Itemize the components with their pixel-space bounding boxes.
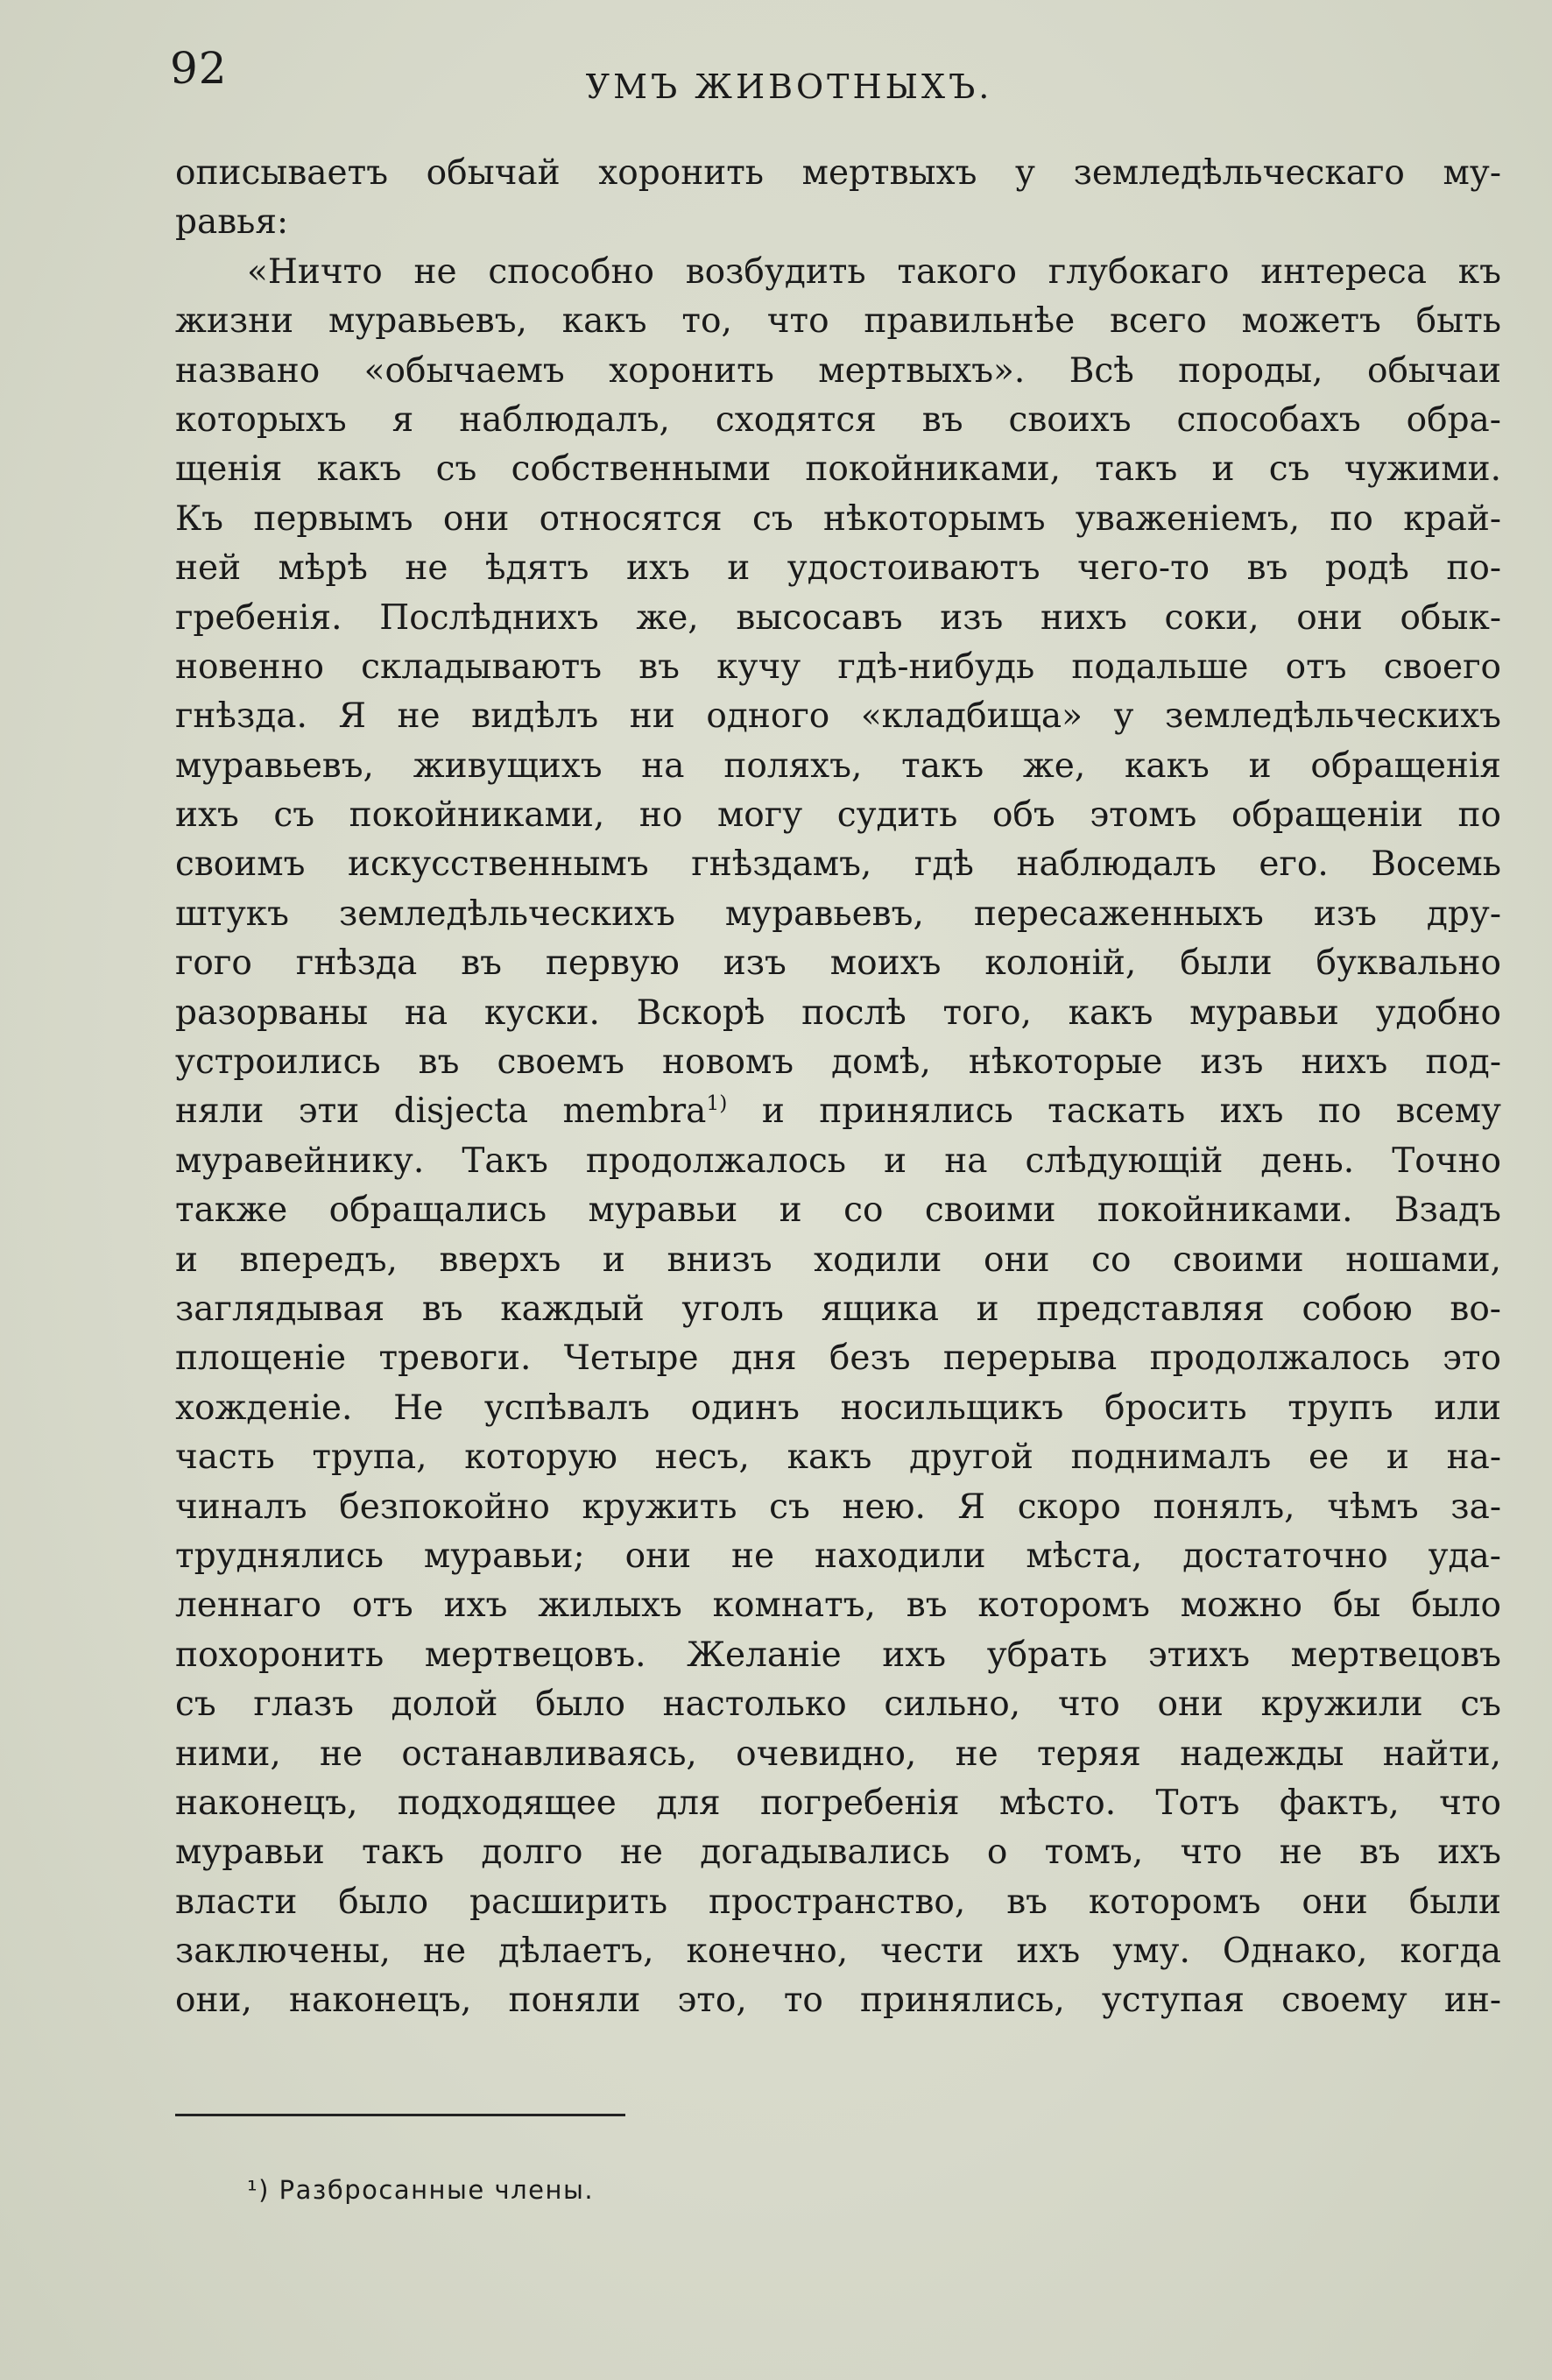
text-line: равья: xyxy=(175,202,289,243)
text-line: чиналъ безпокойно кружить съ нею. Я скоро понялъ, чѣмъ за- xyxy=(175,1487,1501,1527)
text-line: муравейнику. Такъ продолжалось и на слѣдующій день. Точно xyxy=(175,1141,1501,1181)
text-line: леннаго отъ ихъ жилыхъ комнатъ, въ которомъ можно бы было xyxy=(175,1585,1501,1626)
text-line: также обращались муравьи и со своими покойниками. Взадъ xyxy=(175,1190,1501,1231)
text-line: съ глазъ долой было настолько сильно, что они кружили съ xyxy=(175,1684,1501,1725)
text-line: труднялись муравьи; они не находили мѣста, достаточно уда- xyxy=(175,1536,1501,1576)
text-line: щенія какъ съ собственными покойниками, такъ и съ чужими. xyxy=(175,449,1501,490)
text-line: ихъ съ покойниками, но могу судить объ этомъ обращеніи по xyxy=(175,795,1501,836)
footnote-text: Разбросанные члены. xyxy=(279,2175,595,2205)
text-line: жизни муравьевъ, какъ то, что правильнѣе всего можетъ быть xyxy=(175,301,1501,342)
text-line: которыхъ я наблюдалъ, сходятся въ своихъ способахъ обра- xyxy=(175,399,1501,440)
text-line: муравьевъ, живущихъ на поляхъ, такъ же, какъ и обращенія xyxy=(175,745,1501,786)
text-line: гого гнѣзда въ первую изъ моихъ колоній, были буквально xyxy=(175,943,1501,984)
text-line: «Ничто не способно возбудить такого глубокаго интереса къ xyxy=(247,251,1501,292)
text-line: ними, не останавливаясь, очевидно, не теряя надежды найти, xyxy=(175,1734,1501,1774)
text-line: описываетъ обычай хоронить мертвыхъ у земледѣльческаго му- xyxy=(175,153,1501,193)
text-line: и впередъ, вверхъ и внизъ ходили они со своими ношами, xyxy=(175,1239,1501,1280)
text-line: ней мѣрѣ не ѣдятъ ихъ и удостоиваютъ чего-то въ родѣ по- xyxy=(175,548,1501,589)
text-line: Къ первымъ они относятся съ нѣкоторымъ уваженіемъ, по край- xyxy=(175,498,1501,539)
text-line: разорваны на куски. Вскорѣ послѣ того, какъ муравьи удобно xyxy=(175,992,1501,1033)
text-line: гребенія. Послѣднихъ же, высосавъ изъ нихъ соки, они обык- xyxy=(175,597,1501,638)
footnote xyxy=(247,2174,594,2206)
text-line: гнѣзда. Я не видѣлъ ни одного «кладбища» у земледѣльческихъ xyxy=(175,696,1501,737)
text-line: площеніе тревоги. Четыре дня безъ перерыва продолжалось это xyxy=(175,1338,1501,1379)
text-line: они, наконецъ, поняли это, то принялись, уступая своему ин- xyxy=(175,1981,1501,2021)
text-segment: няли эти disjecta membra xyxy=(175,1091,707,1132)
page-number: 92 xyxy=(170,43,228,94)
text-line: заглядывая въ каждый уголъ ящика и представляя собою во- xyxy=(175,1289,1501,1329)
text-line: хожденіе. Не успѣвалъ одинъ носильщикъ бросить трупъ или xyxy=(175,1388,1501,1428)
text-line: заключены, не дѣлаетъ, конечно, чести ихъ уму. Однако, когда xyxy=(175,1932,1501,1972)
text-line: похоронить мертвецовъ. Желаніе ихъ убрать этихъ мертвецовъ xyxy=(175,1635,1501,1675)
footnote-divider xyxy=(175,2114,625,2116)
text-line: часть трупа, которую несъ, какъ другой поднималъ ее и на- xyxy=(175,1437,1501,1478)
text-line: устроились въ своемъ новомъ домѣ, нѣкоторые изъ нихъ под- xyxy=(175,1042,1501,1083)
text-line-with-footnote-ref xyxy=(175,1087,1501,1136)
running-head: УМЪ ЖИВОТНЫХЪ. xyxy=(585,67,993,106)
footnote-marker: ¹) xyxy=(247,2175,270,2205)
text-line: названо «обычаемъ хоронить мертвыхъ». Всѣ породы, обычаи xyxy=(175,350,1501,391)
text-line: новенно складываютъ въ кучу гдѣ-нибудь подальше отъ своего xyxy=(175,646,1501,687)
text-line: муравьи такъ долго не догадывались о томъ, что не въ ихъ xyxy=(175,1833,1501,1873)
text-line: штукъ земледѣльческихъ муравьевъ, пересаженныхъ изъ дру- xyxy=(175,893,1501,934)
text-line: власти было расширить пространство, въ которомъ они были xyxy=(175,1882,1501,1922)
text-segment: и принялись таскать ихъ по всему xyxy=(727,1091,1502,1132)
body-text xyxy=(175,149,1501,2026)
text-line: своимъ искусственнымъ гнѣздамъ, гдѣ наблюдалъ его. Восемь xyxy=(175,844,1501,885)
footnote-reference: 1) xyxy=(706,1091,728,1116)
text-line: наконецъ, подходящее для погребенія мѣсто. Тотъ фактъ, что xyxy=(175,1783,1501,1823)
